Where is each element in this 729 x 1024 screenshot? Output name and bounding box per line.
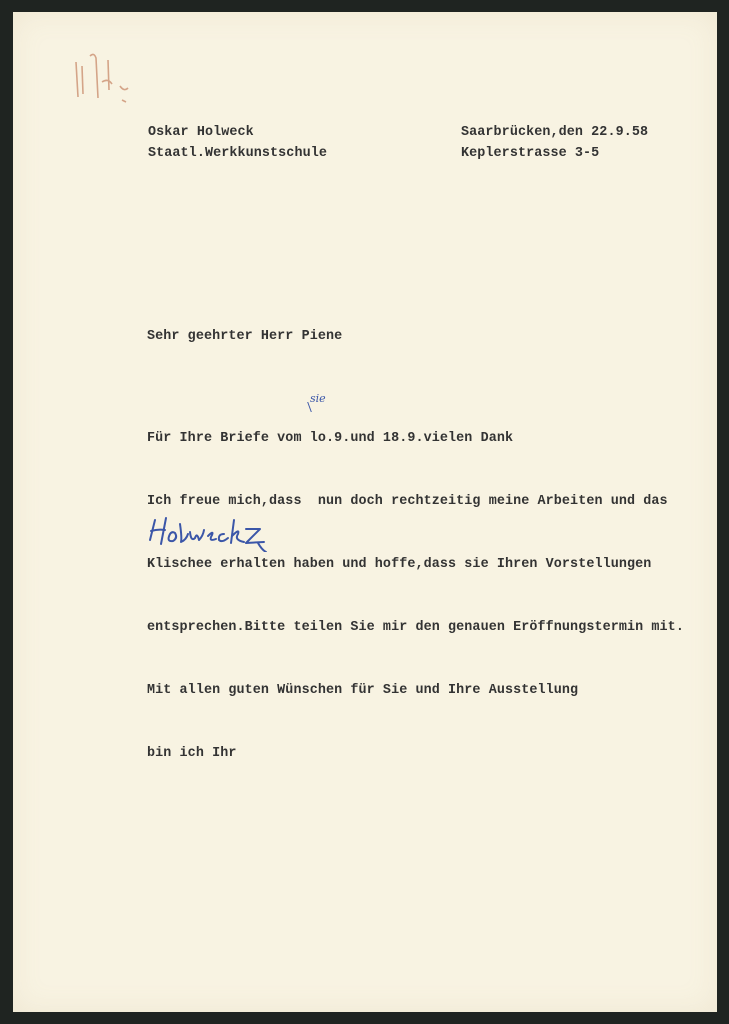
letter-page [13,12,717,1012]
sender-institution: Staatl.Werkkunstschule [148,146,327,161]
place-date: Saarbrücken,den 22.9.58 [461,125,649,140]
faded-stamp-mark [68,42,138,112]
body-line-6: bin ich Ihr [147,746,237,761]
body-line-1: Für Ihre Briefe vom lo.9.und 18.9.vielen Dank [147,431,514,446]
body-line-3: Klischee erhalten haben und hoffe,dass sie Ihren Vorstellungen [147,557,652,572]
street-address: Keplerstrasse 3-5 [461,146,600,161]
body-line-4: entsprechen.Bitte teilen Sie mir den genauen Eröffnungstermin mit. [147,620,684,635]
sender-block [148,122,327,164]
place-date-block [461,122,648,164]
sender-name: Oskar Holweck [148,125,254,140]
handwritten-insert: sie [310,392,326,405]
handwritten-signature [146,512,296,552]
body-line-5: Mit allen guten Wünschen für Sie und Ihre Ausstellung [147,683,579,698]
body-line-2: Ich freue mich,dass nun doch rechtzeitig meine Arbeiten und das [147,494,668,509]
salutation: Sehr geehrter Herr Piene [147,329,343,344]
letter-body [147,386,684,806]
